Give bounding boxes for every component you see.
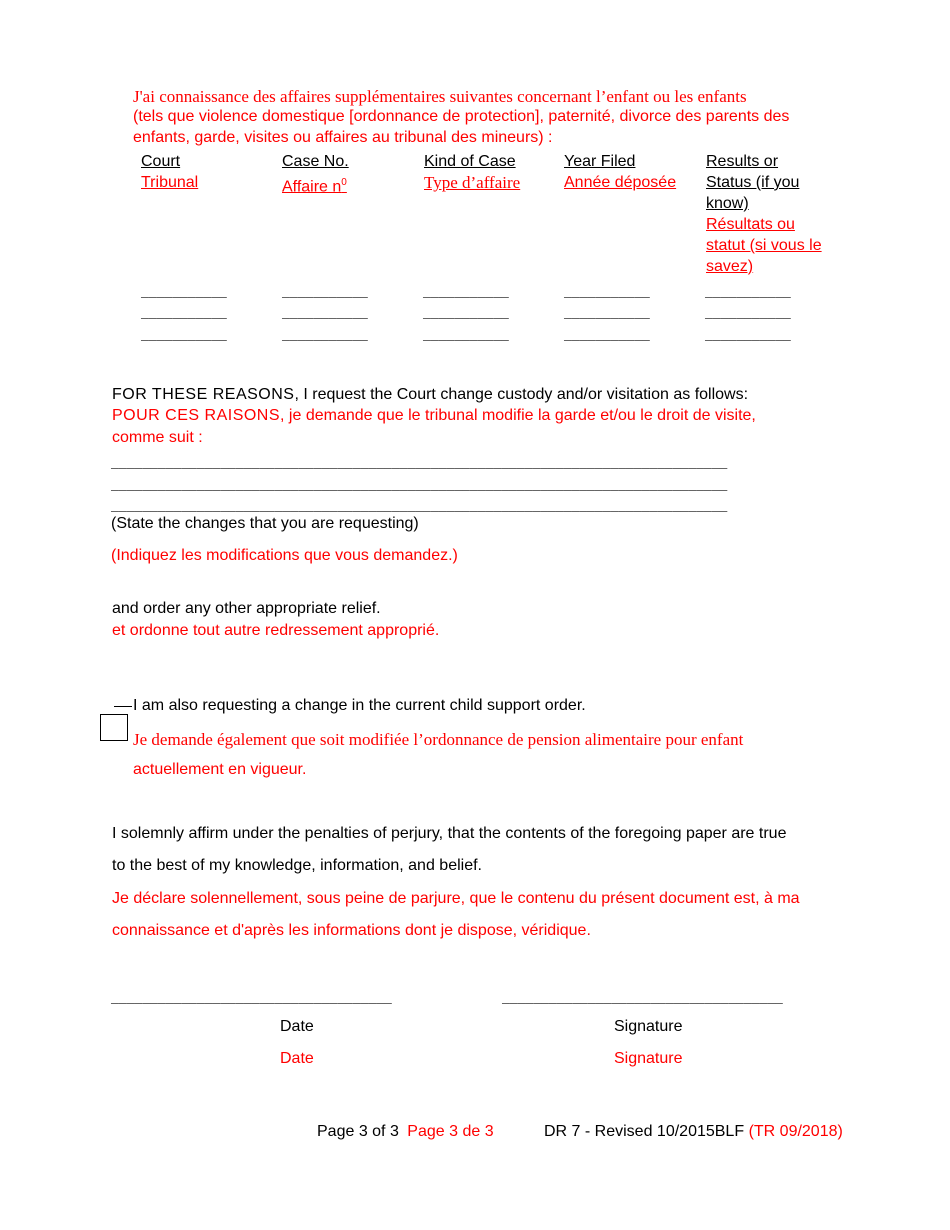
- prior-case-blank-r2-c1[interactable]: ___________: [141, 306, 227, 321]
- column-case-no: [282, 151, 349, 197]
- prior-case-blank-r1-c5[interactable]: ___________: [705, 285, 791, 300]
- column-results-en-1: Results or: [706, 153, 779, 170]
- column-results-fr-2: statut (si vous le: [706, 237, 822, 254]
- column-court-en: Court: [141, 153, 181, 170]
- prior-cases-intro-line1: J'ai connaissance des affaires supplémentaires suivantes concernant l’enfant ou les enfants: [133, 87, 747, 106]
- changes-input-line-2[interactable]: _______________________________________________________________________________: [111, 478, 728, 493]
- column-court: [141, 151, 198, 193]
- footer-page-number: [317, 1123, 494, 1141]
- relief-en: and order any other appropriate relief.: [112, 600, 381, 617]
- reasons-fr: [112, 407, 756, 425]
- prior-case-blank-r2-c3[interactable]: ___________: [423, 306, 509, 321]
- signature-label-en: Signature: [614, 1018, 683, 1035]
- prior-case-blank-r3-c3[interactable]: ___________: [423, 328, 509, 343]
- column-year-filed: [564, 151, 676, 193]
- column-results-fr-3: savez): [706, 258, 754, 275]
- changes-input-line-3[interactable]: _______________________________________________________________________________: [111, 499, 728, 514]
- prior-case-blank-r3-c5[interactable]: ___________: [705, 328, 791, 343]
- prior-cases-intro-line3: enfants, garde, visites ou affaires au tribunal des mineurs) :: [133, 129, 553, 146]
- reasons-en-rest: , I request the Court change custody and/or visitation as follows:: [294, 386, 749, 403]
- column-kind-fr: Type d’affaire: [424, 173, 521, 192]
- column-case-no-fr-sup: 0: [341, 177, 347, 188]
- footer-page-fr: Page 3 de 3: [407, 1123, 494, 1140]
- affirmation-en-line2: to the best of my knowledge, information, and belief.: [112, 857, 482, 874]
- prior-case-blank-r1-c4[interactable]: ___________: [564, 285, 650, 300]
- date-label-en: Date: [280, 1018, 314, 1035]
- changes-hint-fr: (Indiquez les modifications que vous demandez.): [111, 547, 458, 564]
- column-court-fr: Tribunal: [141, 174, 199, 191]
- prior-case-blank-r1-c3[interactable]: ___________: [423, 285, 509, 300]
- footer-form-fr: (TR 09/2018): [748, 1123, 843, 1140]
- date-input-line[interactable]: ____________________________________: [111, 991, 392, 1006]
- child-support-en: I am also requesting a change in the current child support order.: [133, 697, 586, 714]
- column-results-en-3: know): [706, 195, 749, 212]
- changes-input-line-1[interactable]: _______________________________________________________________________________: [111, 456, 728, 471]
- reasons-fr-rest: , je demande que le tribunal modifie la garde et/ou le droit de visite,: [280, 407, 756, 424]
- column-results: [706, 151, 822, 277]
- column-results-fr-1: Résultats ou: [706, 216, 795, 233]
- date-label-fr: Date: [280, 1050, 314, 1067]
- prior-case-blank-r2-c4[interactable]: ___________: [564, 306, 650, 321]
- column-year-fr: Année déposée: [564, 174, 677, 191]
- prior-case-blank-r2-c2[interactable]: ___________: [282, 306, 368, 321]
- signature-input-line[interactable]: ____________________________________: [502, 991, 783, 1006]
- reasons-fr-line2: comme suit :: [112, 429, 203, 446]
- child-support-fr-line2: actuellement en vigueur.: [133, 761, 307, 778]
- reasons-fr-caps: POUR CES RAISONS: [112, 407, 281, 424]
- prior-case-blank-r1-c1[interactable]: ___________: [141, 285, 227, 300]
- changes-hint-en: (State the changes that you are requesting): [111, 515, 419, 532]
- footer-page-en: Page 3 of 3: [317, 1123, 399, 1140]
- prior-cases-intro-line2: (tels que violence domestique [ordonnance de protection], paternité, divorce des parents des: [133, 108, 790, 125]
- affirmation-fr-line2: connaissance et d'après les informations dont je dispose, véridique.: [112, 922, 591, 939]
- column-year-en: Year Filed: [564, 153, 636, 170]
- footer-form-id: [544, 1123, 843, 1141]
- column-kind-en: Kind of Case: [424, 153, 516, 170]
- column-results-en-2: Status (if you: [706, 174, 800, 191]
- column-kind-of-case: [424, 151, 520, 193]
- reasons-en: [112, 386, 748, 404]
- column-case-no-fr: Affaire n: [282, 178, 342, 196]
- column-case-no-en: Case No.: [282, 153, 349, 170]
- prior-case-blank-r2-c5[interactable]: ___________: [705, 306, 791, 321]
- checkbox-top-rule: [114, 706, 132, 707]
- relief-fr: et ordonne tout autre redressement approprié.: [112, 622, 440, 639]
- footer-form-en: DR 7 - Revised 10/2015BLF: [544, 1123, 745, 1140]
- child-support-fr-line1: Je demande également que soit modifiée l’ordonnance de pension alimentaire pour enfant: [133, 730, 744, 749]
- prior-case-blank-r3-c4[interactable]: ___________: [564, 328, 650, 343]
- signature-label-fr: Signature: [614, 1050, 683, 1067]
- prior-case-blank-r3-c2[interactable]: ___________: [282, 328, 368, 343]
- affirmation-fr-line1: Je déclare solennellement, sous peine de parjure, que le contenu du présent document est, à ma: [112, 890, 800, 907]
- child-support-checkbox[interactable]: [100, 714, 128, 741]
- affirmation-en-line1: I solemnly affirm under the penalties of perjury, that the contents of the foregoing paper are true: [112, 825, 787, 842]
- prior-case-blank-r3-c1[interactable]: ___________: [141, 328, 227, 343]
- reasons-en-caps: FOR THESE REASONS: [112, 386, 295, 403]
- prior-case-blank-r1-c2[interactable]: ___________: [282, 285, 368, 300]
